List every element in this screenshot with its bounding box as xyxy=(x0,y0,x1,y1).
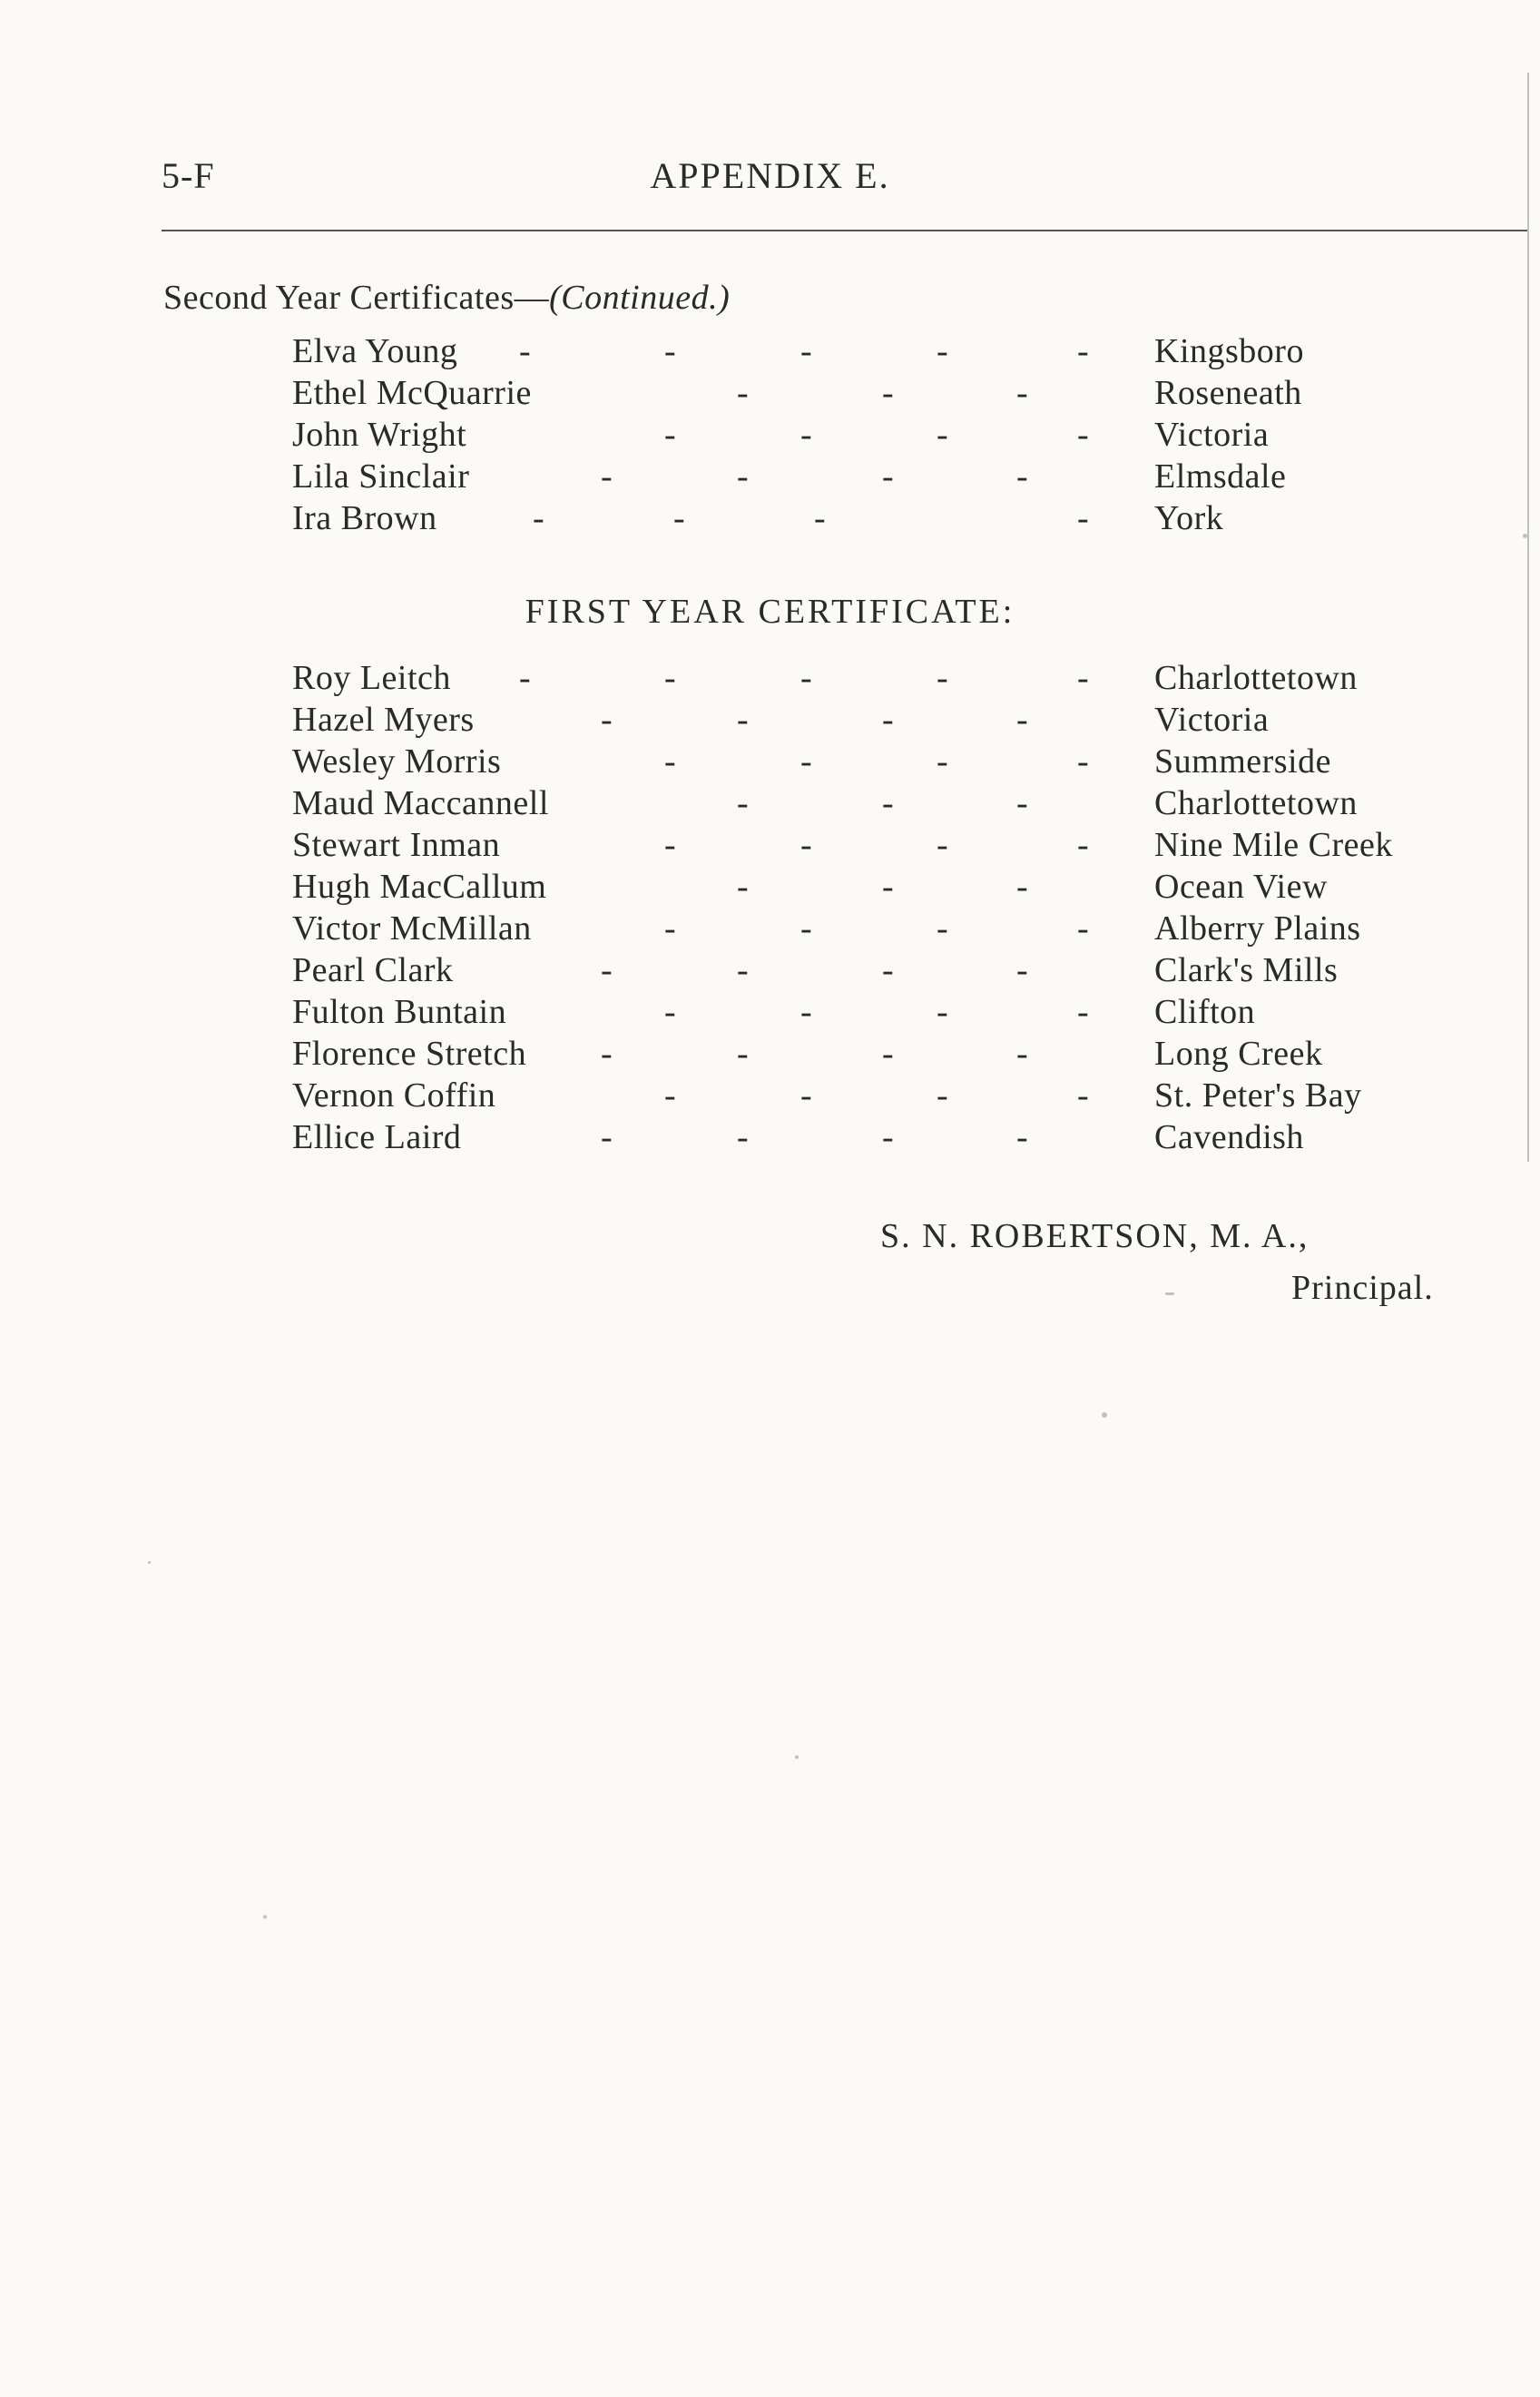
leader-dash: - xyxy=(1077,826,1090,864)
list-item xyxy=(292,741,1472,782)
leader-dash: - xyxy=(882,784,895,822)
page-number: 5-F xyxy=(162,155,215,196)
student-place: Clifton xyxy=(1154,993,1256,1031)
list-item xyxy=(292,699,1472,741)
list-item xyxy=(292,1075,1472,1116)
list-item xyxy=(292,1033,1472,1075)
leader-dash: - xyxy=(800,332,813,370)
student-name: Florence Stretch xyxy=(292,1035,527,1073)
leader-dash: - xyxy=(737,1118,750,1156)
leader-dash: - xyxy=(882,701,895,739)
leader-dash: - xyxy=(664,826,677,864)
student-name: Pearl Clark xyxy=(292,951,454,989)
leader-dash: - xyxy=(800,909,813,948)
student-name: Vernon Coffin xyxy=(292,1076,496,1115)
leader-dash: - xyxy=(800,1076,813,1115)
leader-dash: - xyxy=(800,993,813,1031)
leader-dash: - xyxy=(519,659,532,697)
list-item xyxy=(292,908,1472,949)
leader-dash: - xyxy=(737,457,750,496)
leader-dash: - xyxy=(1016,457,1029,496)
leader-dash: - xyxy=(937,909,949,948)
list-item xyxy=(292,497,1472,539)
list-item xyxy=(292,456,1472,497)
student-place: Ocean View xyxy=(1154,868,1328,906)
student-place: Victoria xyxy=(1154,701,1270,739)
leader-dash: - xyxy=(882,1118,895,1156)
student-place: Nine Mile Creek xyxy=(1154,826,1393,864)
leader-dash: - xyxy=(519,332,532,370)
student-name: Ira Brown xyxy=(292,499,437,537)
leader-dash: - xyxy=(1077,909,1090,948)
leader-dash: - xyxy=(1077,332,1090,370)
leader-dash: - xyxy=(1016,701,1029,739)
student-place: York xyxy=(1154,499,1224,537)
list-item xyxy=(292,1116,1472,1158)
leader-dash: - xyxy=(937,826,949,864)
leader-dash: - xyxy=(1016,1035,1029,1073)
leader-dash: - xyxy=(800,826,813,864)
leader-dash: - xyxy=(737,868,750,906)
leader-dash: - xyxy=(601,951,613,989)
scan-speck xyxy=(263,1915,267,1919)
student-name: Elva Young xyxy=(292,332,458,370)
leader-dash: - xyxy=(664,332,677,370)
leader-dash: - xyxy=(673,499,686,537)
student-name: Ethel McQuarrie xyxy=(292,374,532,412)
student-name: Stewart Inman xyxy=(292,826,501,864)
scan-speck xyxy=(1165,1292,1174,1295)
student-name: Maud Maccannell xyxy=(292,784,549,822)
leader-dash: - xyxy=(882,951,895,989)
student-name: Ellice Laird xyxy=(292,1118,462,1156)
student-name: Wesley Morris xyxy=(292,742,502,781)
leader-dash: - xyxy=(800,416,813,454)
leader-dash: - xyxy=(664,993,677,1031)
leader-dash: - xyxy=(664,659,677,697)
leader-dash: - xyxy=(1016,951,1029,989)
student-name: Hugh MacCallum xyxy=(292,868,547,906)
student-place: Clark's Mills xyxy=(1154,951,1339,989)
second-year-heading-text: Second Year Certificates— xyxy=(163,279,550,317)
student-place: Elmsdale xyxy=(1154,457,1287,496)
leader-dash: - xyxy=(1077,1076,1090,1115)
student-place: Long Creek xyxy=(1154,1035,1323,1073)
list-item xyxy=(292,414,1472,456)
leader-dash: - xyxy=(1016,784,1029,822)
leader-dash: - xyxy=(737,374,750,412)
header-rule xyxy=(162,230,1527,231)
student-place: St. Peter's Bay xyxy=(1154,1076,1362,1115)
leader-dash: - xyxy=(664,1076,677,1115)
second-year-heading xyxy=(163,278,730,318)
student-place: Roseneath xyxy=(1154,374,1302,412)
leader-dash: - xyxy=(937,332,949,370)
leader-dash: - xyxy=(1077,416,1090,454)
leader-dash: - xyxy=(737,701,750,739)
leader-dash: - xyxy=(664,416,677,454)
leader-dash: - xyxy=(800,659,813,697)
student-place: Alberry Plains xyxy=(1154,909,1361,948)
leader-dash: - xyxy=(533,499,545,537)
leader-dash: - xyxy=(937,1076,949,1115)
list-item xyxy=(292,782,1472,824)
student-name: Lila Sinclair xyxy=(292,457,470,496)
signature-title: Principal. xyxy=(1291,1269,1434,1307)
leader-dash: - xyxy=(601,457,613,496)
leader-dash: - xyxy=(882,374,895,412)
student-place: Charlottetown xyxy=(1154,659,1358,697)
list-item xyxy=(292,991,1472,1033)
leader-dash: - xyxy=(937,993,949,1031)
student-name: John Wright xyxy=(292,416,467,454)
list-item xyxy=(292,657,1472,699)
student-place: Cavendish xyxy=(1154,1118,1304,1156)
leader-dash: - xyxy=(737,784,750,822)
leader-dash: - xyxy=(601,1035,613,1073)
scan-speck xyxy=(795,1755,799,1759)
student-name: Roy Leitch xyxy=(292,659,451,697)
leader-dash: - xyxy=(1016,868,1029,906)
leader-dash: - xyxy=(1077,993,1090,1031)
student-name: Hazel Myers xyxy=(292,701,475,739)
student-place: Kingsboro xyxy=(1154,332,1304,370)
student-name: Victor McMillan xyxy=(292,909,532,948)
leader-dash: - xyxy=(882,457,895,496)
leader-dash: - xyxy=(664,742,677,781)
student-place: Charlottetown xyxy=(1154,784,1358,822)
scan-speck xyxy=(1102,1412,1107,1418)
scan-speck xyxy=(1523,534,1527,538)
page-title: APPENDIX E. xyxy=(650,155,890,196)
leader-dash: - xyxy=(800,742,813,781)
leader-dash: - xyxy=(937,416,949,454)
leader-dash: - xyxy=(937,659,949,697)
leader-dash: - xyxy=(937,742,949,781)
scan-speck xyxy=(148,1561,151,1564)
leader-dash: - xyxy=(1077,742,1090,781)
list-item xyxy=(292,866,1472,908)
student-place: Summerside xyxy=(1154,742,1331,781)
leader-dash: - xyxy=(882,1035,895,1073)
leader-dash: - xyxy=(882,868,895,906)
signature-name: S. N. ROBERTSON, M. A., xyxy=(880,1217,1309,1255)
first-year-heading: FIRST YEAR CERTIFICATE: xyxy=(525,593,1015,631)
list-item xyxy=(292,330,1472,372)
leader-dash: - xyxy=(664,909,677,948)
list-item xyxy=(292,372,1472,414)
list-item xyxy=(292,824,1472,866)
student-name: Fulton Buntain xyxy=(292,993,507,1031)
leader-dash: - xyxy=(601,701,613,739)
leader-dash: - xyxy=(1016,1118,1029,1156)
leader-dash: - xyxy=(1016,374,1029,412)
continued-label: (Continued.) xyxy=(549,279,731,317)
leader-dash: - xyxy=(601,1118,613,1156)
student-place: Victoria xyxy=(1154,416,1270,454)
list-item xyxy=(292,949,1472,991)
leader-dash: - xyxy=(737,951,750,989)
leader-dash: - xyxy=(737,1035,750,1073)
leader-dash: - xyxy=(814,499,827,537)
leader-dash: - xyxy=(1077,499,1090,537)
leader-dash: - xyxy=(1077,659,1090,697)
